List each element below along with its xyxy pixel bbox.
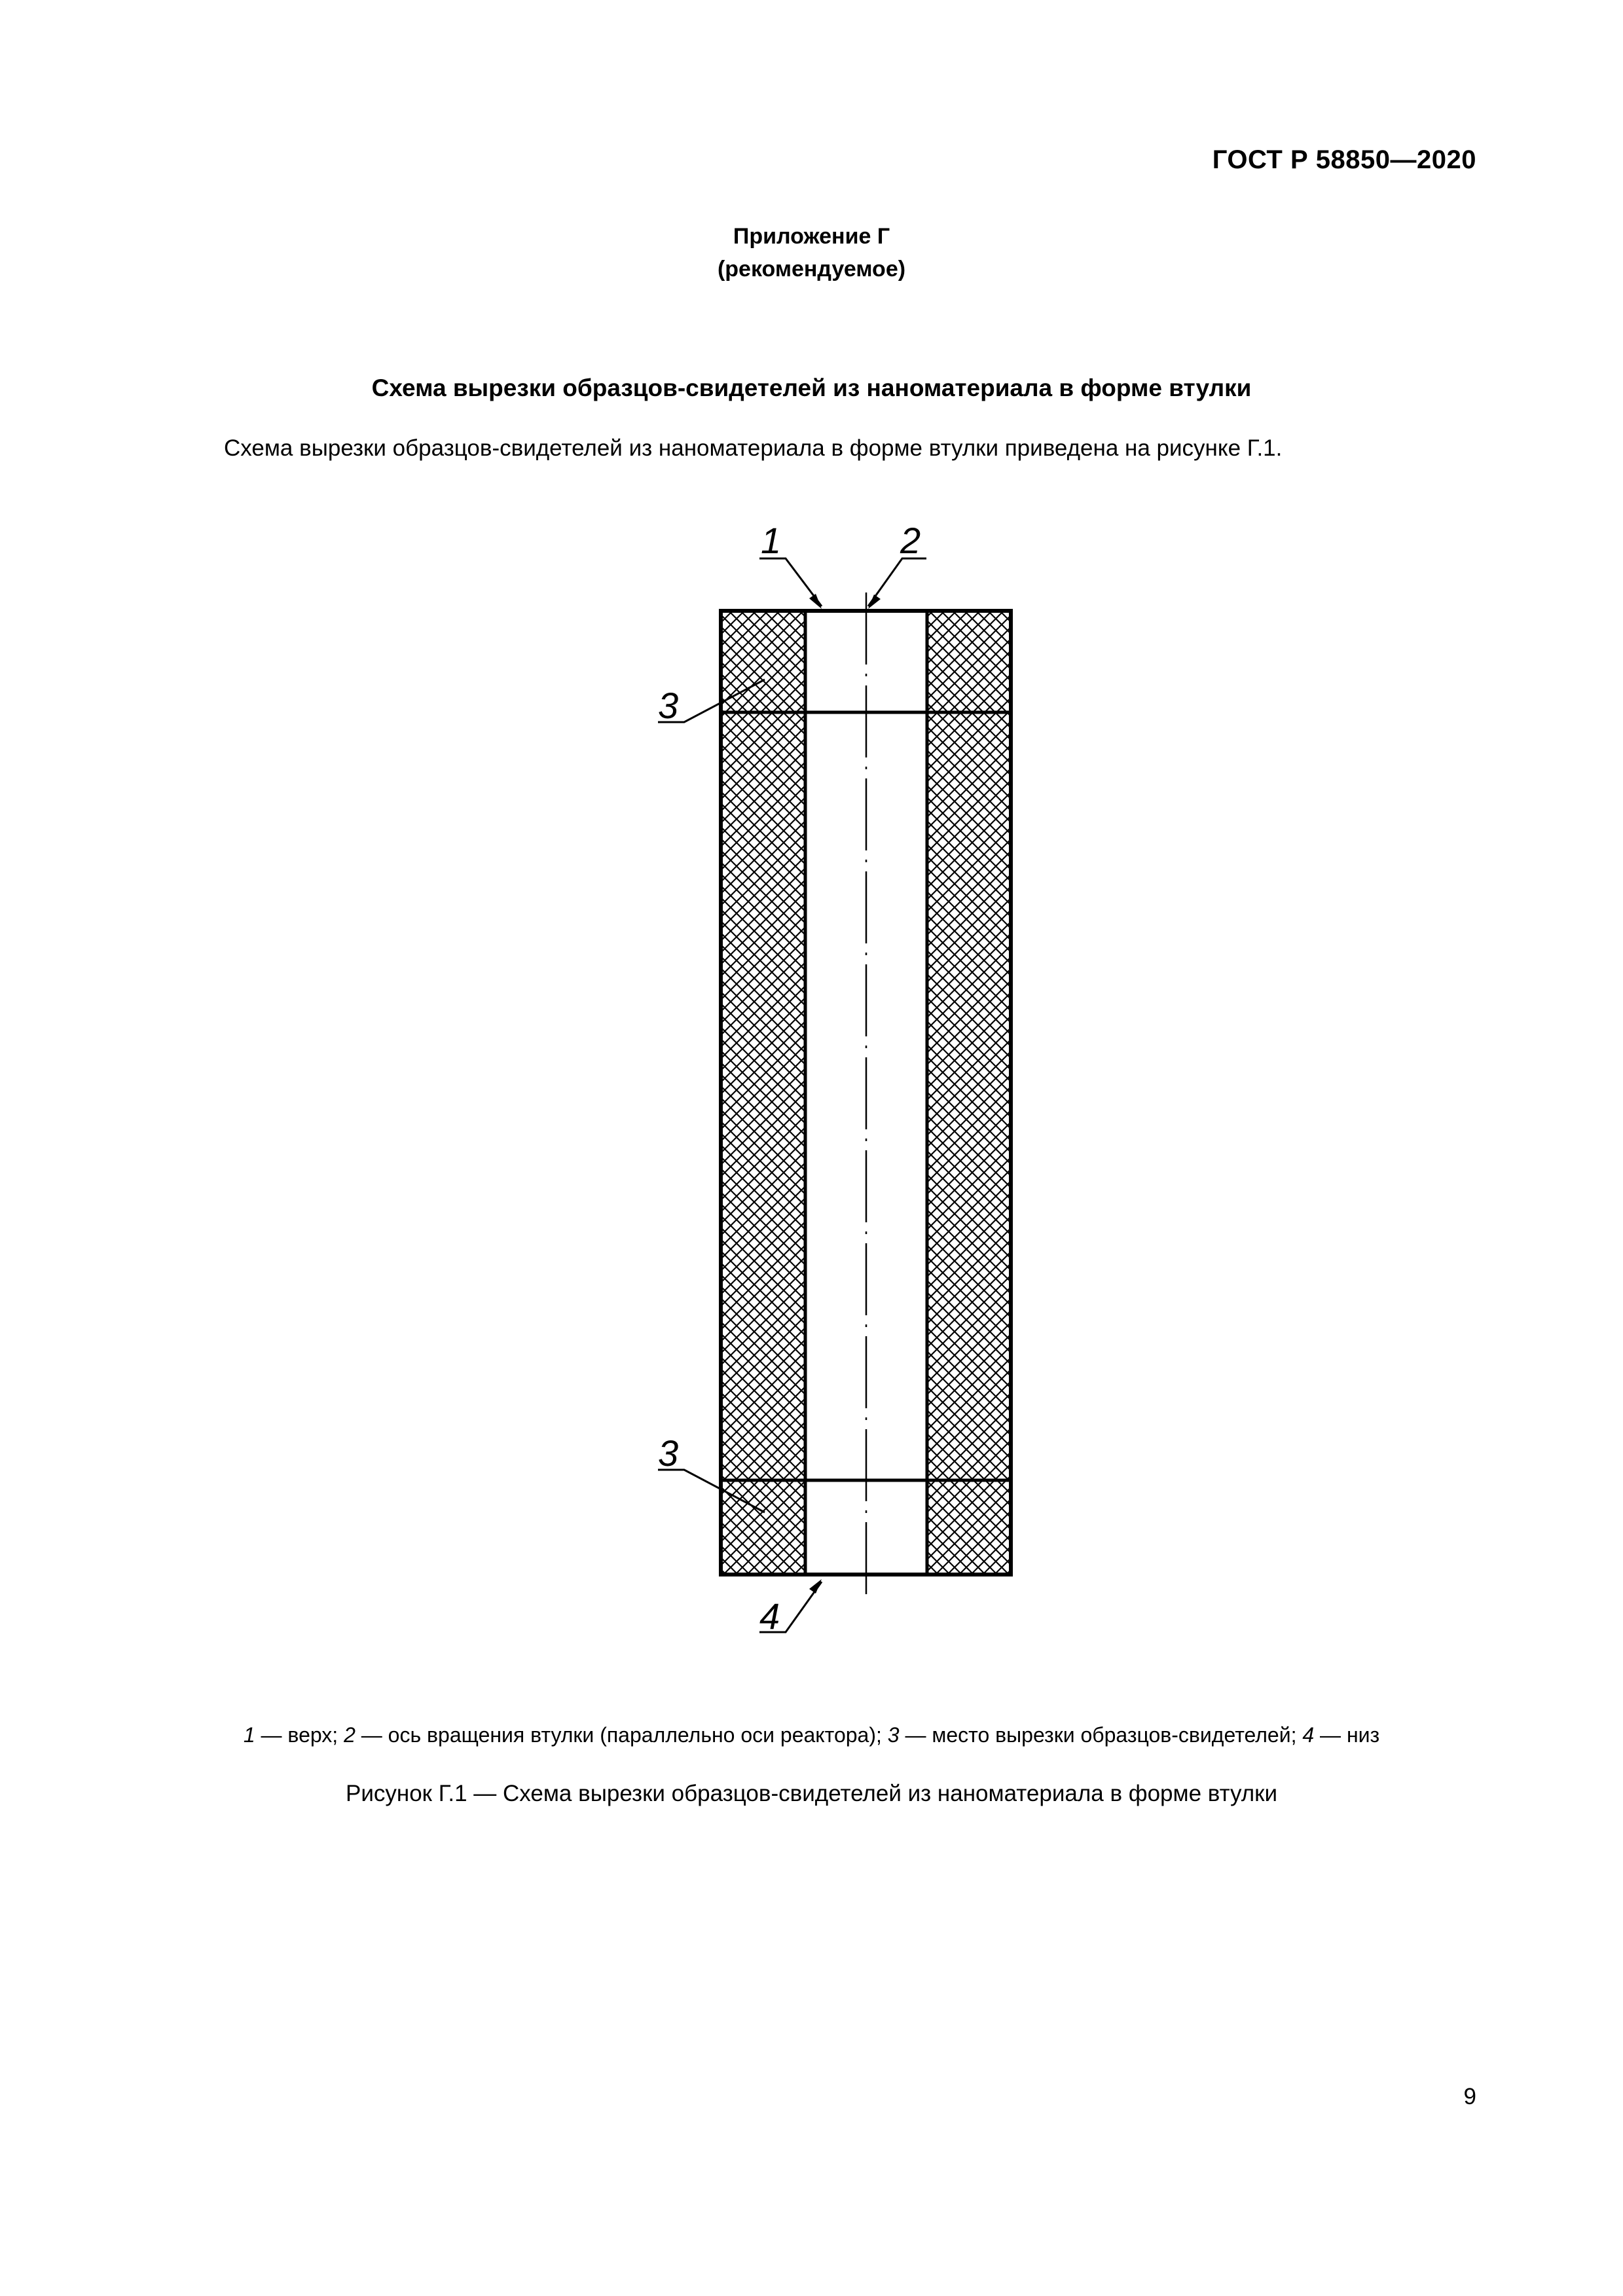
appendix-status: (рекомендуемое) <box>717 257 906 282</box>
figure-legend <box>0 1723 1623 1747</box>
callout-4-label: 4 <box>759 1595 780 1637</box>
left-wall-section <box>721 611 805 1575</box>
figure-caption: Рисунок Г.1 — Схема вырезки образцов-свидетелей из наноматериала в форме втулки <box>345 1781 1278 1806</box>
document-number: ГОСТ Р 58850—2020 <box>1212 145 1476 174</box>
callout-3-bottom-label: 3 <box>658 1432 679 1474</box>
intro-paragraph: Схема вырезки образцов-свидетелей из наноматериала в форме втулки приведена на рисунке Г.1. <box>224 435 1283 461</box>
legend-num-1: 1 <box>243 1723 255 1747</box>
callout-2-leader <box>868 558 926 609</box>
callout-3-top-label: 3 <box>658 685 679 726</box>
section-heading: Схема вырезки образцов-свидетелей из наноматериала в форме втулки <box>371 374 1252 401</box>
callout-1-leader <box>759 558 822 609</box>
legend-num-3: 3 <box>887 1723 900 1747</box>
appendix-title: Приложение Г <box>733 224 890 249</box>
legend-num-4: 4 <box>1302 1723 1315 1747</box>
legend-num-2: 2 <box>344 1723 356 1747</box>
right-wall-section <box>927 611 1011 1575</box>
callout-1-label: 1 <box>761 520 782 561</box>
page-number: 9 <box>1463 2084 1476 2109</box>
legend-text-1: — верх; <box>255 1723 344 1747</box>
legend-text-3: — место вырезки образцов-свидетелей; <box>899 1723 1303 1747</box>
legend-text-2: — ось вращения втулки (параллельно оси реактора); <box>355 1723 888 1747</box>
legend-text-4: — низ <box>1314 1723 1380 1747</box>
callout-2-label: 2 <box>900 520 921 561</box>
